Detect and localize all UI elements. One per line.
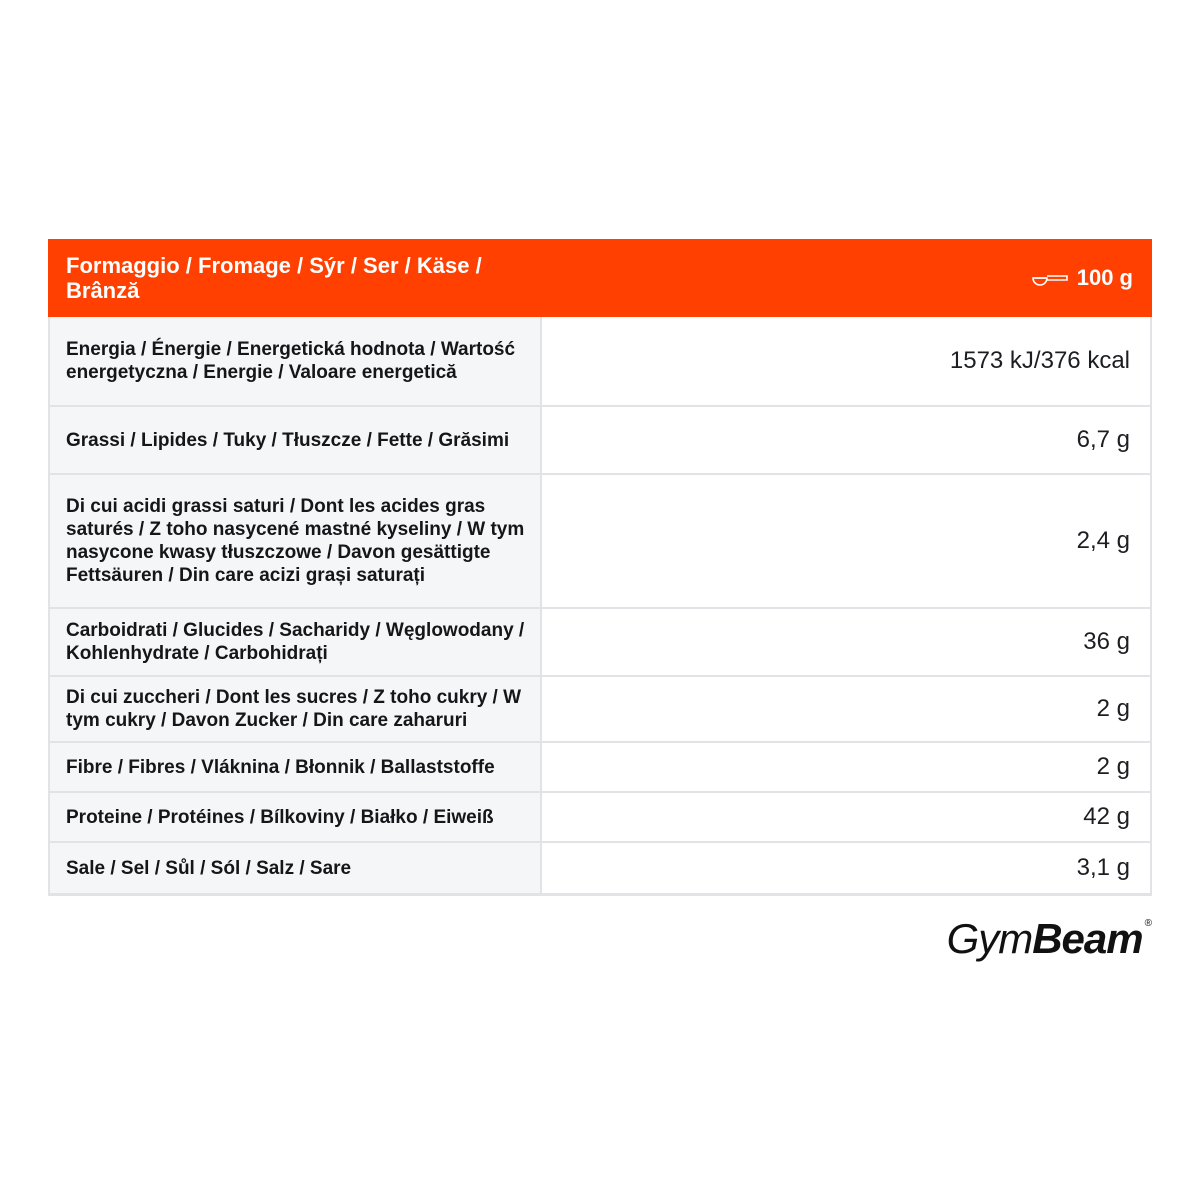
table-title: Formaggio / Fromage / Sýr / Ser / Käse / Brânză xyxy=(66,253,482,303)
logo-text-beam: Beam xyxy=(1032,915,1143,962)
brand-logo xyxy=(947,915,1152,963)
nutrient-label: Proteine / Protéines / Bílkoviny / Białko / Eiweiß xyxy=(48,793,542,841)
nutrient-value: 6,7 g xyxy=(542,407,1152,473)
serving-size-label: 100 g xyxy=(1076,265,1133,290)
nutrient-value: 2 g xyxy=(542,677,1152,741)
table-row-fibre xyxy=(48,743,1152,793)
nutrient-label: Sale / Sel / Sůl / Sól / Salz / Sare xyxy=(48,843,542,893)
nutrient-label: Grassi / Lipides / Tuky / Tłuszcze / Fette / Grăsimi xyxy=(48,407,542,473)
registered-mark: ® xyxy=(1144,918,1152,929)
nutrient-value: 36 g xyxy=(542,609,1152,675)
table-row-fat xyxy=(48,407,1152,475)
table-row-energy xyxy=(48,317,1152,407)
nutrient-label: Fibre / Fibres / Vláknina / Błonnik / Ballaststoffe xyxy=(48,743,542,791)
table-row-saturated-fat xyxy=(48,475,1152,609)
serving-size xyxy=(1031,265,1133,291)
nutrient-value: 42 g xyxy=(542,793,1152,841)
table-header xyxy=(48,239,1152,317)
table-row-protein xyxy=(48,793,1152,843)
nutrient-value: 2,4 g xyxy=(542,475,1152,607)
nutrient-label: Di cui acidi grassi saturi / Dont les acides gras saturés / Z toho nasycené mastné kyseliny / W tym nasycone kwasy tłuszczowe / Davon gesättigte Fettsäuren / Din care acizi grași saturați xyxy=(48,475,542,607)
logo-text-gym: Gym xyxy=(946,915,1033,962)
nutrient-value: 3,1 g xyxy=(542,843,1152,893)
nutrient-label: Carboidrati / Glucides / Sacharidy / Węglowodany / Kohlenhydrate / Carbohidrați xyxy=(48,609,542,675)
nutrient-label: Di cui zuccheri / Dont les sucres / Z toho cukry / W tym cukry / Davon Zucker / Din care zaharuri xyxy=(48,677,542,741)
table-row-carbohydrates xyxy=(48,609,1152,677)
table-row-salt xyxy=(48,843,1152,893)
nutrient-label: Energia / Énergie / Energetická hodnota / Wartość energetyczna / Energie / Valoare energetică xyxy=(48,317,542,405)
nutrient-value: 2 g xyxy=(542,743,1152,791)
table-row-sugars xyxy=(48,677,1152,743)
nutrient-value: 1573 kJ/376 kcal xyxy=(542,317,1152,405)
scoop-icon xyxy=(1031,269,1069,287)
nutrition-table xyxy=(48,239,1152,896)
